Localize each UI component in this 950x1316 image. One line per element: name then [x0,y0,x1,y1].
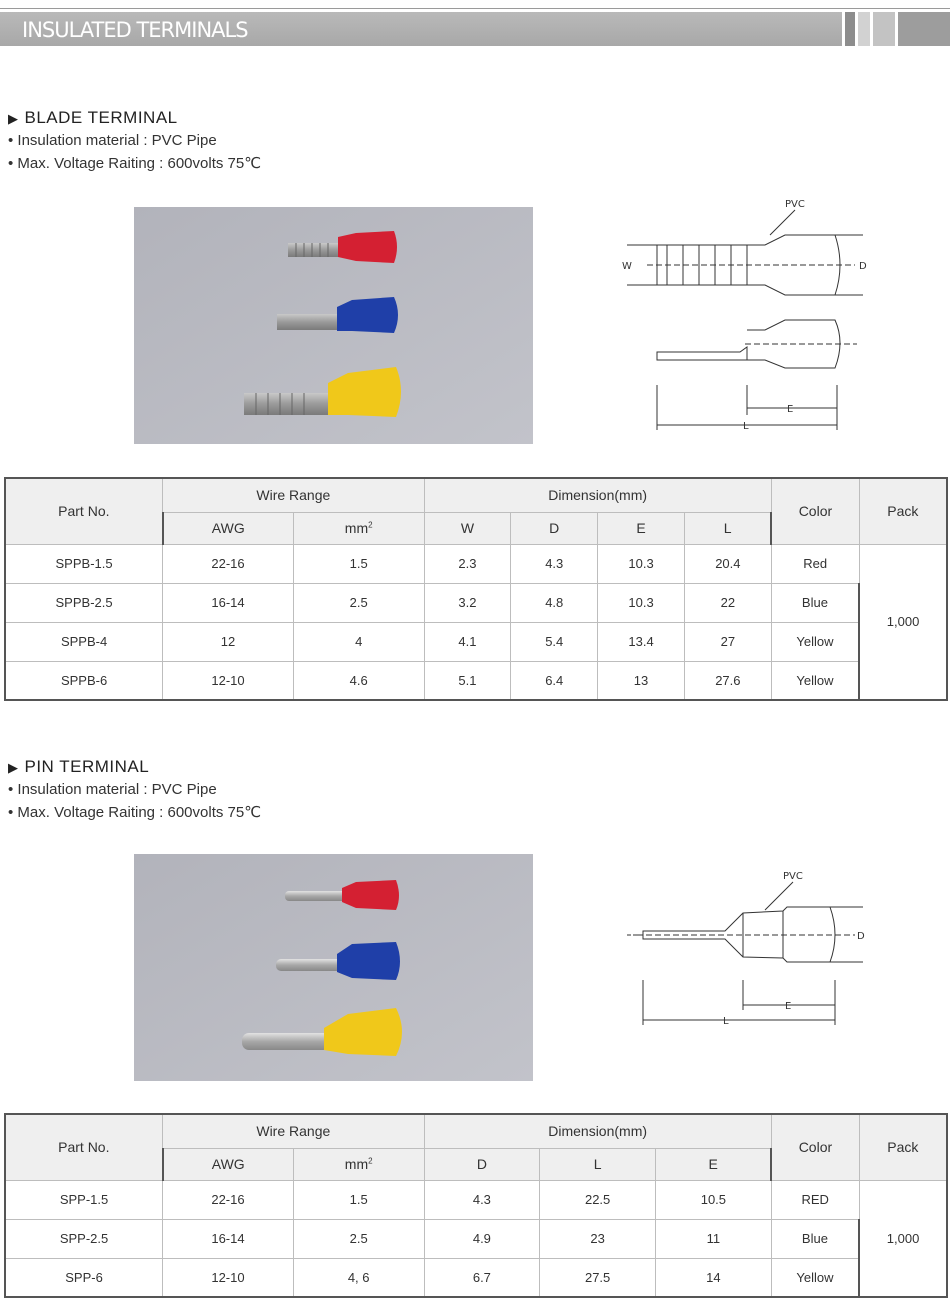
header-dimension: Dimension(mm) [424,1114,771,1148]
header-dim-l: L [540,1148,656,1180]
header-part-no: Part No. [5,478,163,544]
header-dimension: Dimension(mm) [424,478,771,512]
drawing-label-d: D [859,261,867,272]
header-wire-range: Wire Range [163,1114,424,1148]
header-dim-d: D [511,512,598,544]
table-row: SPP-2.5 16-14 2.5 4.9 23 11 Blue [5,1219,947,1258]
drawing-label-e: E [785,1001,792,1012]
header-mm2: $mm^2$ [293,512,424,544]
header-decor-block [858,12,870,46]
header-dim-w: W [424,512,511,544]
drawing-label-d: D [857,931,865,942]
pack-value: 1,000 [859,1180,947,1297]
blade-spec-table [4,477,948,701]
header-wire-range: Wire Range [163,478,424,512]
blade-spec-insulation: • Insulation material : PVC Pipe [8,132,217,149]
header-top-line [0,8,950,9]
blade-section-title: ▶ BLADE TERMINAL [8,108,178,127]
pin-spec-voltage: • Max. Voltage Raiting : 600volts 75℃ [8,804,262,821]
triangle-bullet-icon: ▶ [8,111,19,126]
drawing-label-pvc: PVC [785,199,805,210]
drawing-label-e: E [787,404,794,415]
triangle-bullet-icon: ▶ [8,760,19,775]
table-row: SPPB-1.5 22-16 1.5 2.3 4.3 10.3 20.4 Red 1,000 [5,544,947,583]
drawing-label-l: L [723,1016,729,1027]
page-title: INSULATED TERMINALS [22,18,248,42]
header-part-no: Part No. [5,1114,163,1180]
table-row: SPPB-6 12-10 4.6 5.1 6.4 13 27.6 Yellow [5,661,947,700]
header-decor-block [845,12,855,46]
pin-section-title: ▶ PIN TERMINAL [8,757,150,776]
header-color: Color [771,1114,859,1180]
header-awg: AWG [163,512,294,544]
header-pack: Pack [859,478,947,544]
table-row: SPPB-4 12 4 4.1 5.4 13.4 27 Yellow [5,622,947,661]
pin-spec-insulation: • Insulation material : PVC Pipe [8,781,217,798]
header-dim-d: D [424,1148,540,1180]
pin-terminal-drawing [615,865,875,1030]
header-pack: Pack [859,1114,947,1180]
header-decor-block [898,12,950,46]
drawing-label-w: W [622,261,632,272]
pack-value: 1,000 [859,544,947,700]
blade-terminal-photo [134,207,533,444]
table-row: SPP-6 12-10 4, 6 6.7 27.5 14 Yellow [5,1258,947,1297]
header-color: Color [771,478,859,544]
table-row: SPPB-2.5 16-14 2.5 3.2 4.8 10.3 22 Blue [5,583,947,622]
blade-terminal-drawing [615,190,875,435]
pin-spec-table [4,1113,948,1298]
header-awg: AWG [163,1148,294,1180]
blade-spec-voltage: • Max. Voltage Raiting : 600volts 75℃ [8,155,262,172]
table-row: SPP-1.5 22-16 1.5 4.3 22.5 10.5 RED 1,000 [5,1180,947,1219]
header-decor-block [873,12,895,46]
header-dim-l: L [684,512,771,544]
header-mm2: $mm^2$ [293,1148,424,1180]
pin-terminal-photo [134,854,533,1081]
header-dim-e: E [656,1148,772,1180]
drawing-label-pvc: PVC [783,871,803,882]
page-header [0,8,950,44]
header-dim-e: E [598,512,685,544]
drawing-label-l: L [743,421,749,432]
